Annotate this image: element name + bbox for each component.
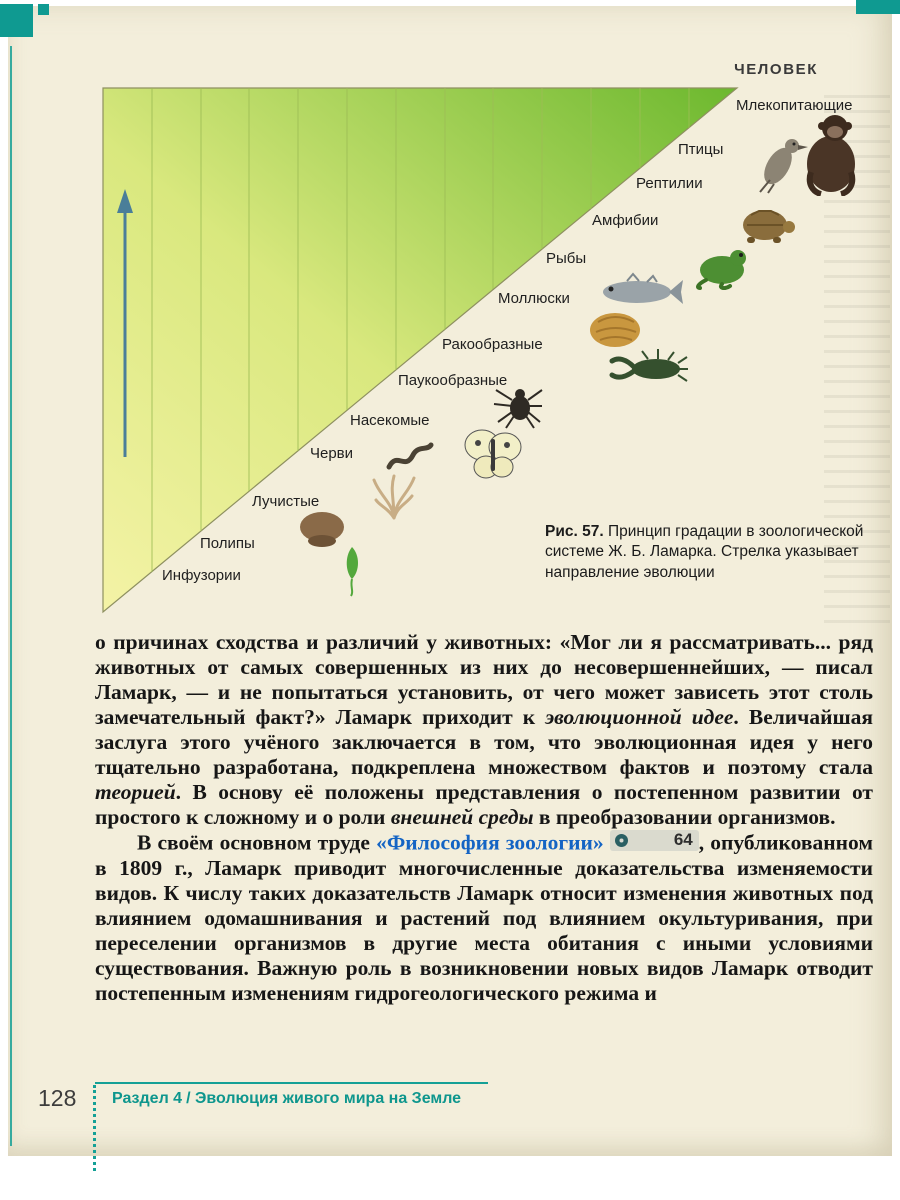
mollusk-icon (588, 308, 643, 350)
text-run: в преобразовании организмов. (533, 805, 836, 829)
fish-icon (597, 272, 685, 310)
footer-rule (95, 1082, 488, 1084)
taxon-label-polyps: Полипы (200, 535, 255, 552)
body-text (95, 630, 873, 1006)
taxon-label-crustaceans: Ракообразные (442, 336, 543, 353)
media-ref-badge[interactable] (610, 830, 699, 851)
taxon-label-mammals: Млекопитающие (736, 97, 853, 114)
teal-corner-mark-small (38, 4, 49, 15)
figure-caption (545, 522, 873, 583)
turtle-icon (737, 203, 799, 245)
crayfish-icon (608, 347, 688, 389)
paragraph (95, 830, 873, 1006)
worm-icon (385, 437, 435, 477)
radiata-icon (368, 472, 420, 520)
text-run: В своём основном труде (137, 830, 377, 855)
taxon-label-insects: Насекомые (350, 412, 430, 429)
text-run: о причинах сходства и различий у животных: «Мог ли я рассматривать... ряд животных от самых совершенных из них до несовершеннейших, — писал Ламарк, — и не попытаться установить, от чего может зависеть этот столь замечательный факт?» Ламарк приходит к (95, 630, 873, 729)
taxon-label-radiata: Лучистые (252, 493, 320, 510)
footer-section-label: Раздел 4 (112, 1090, 183, 1107)
left-margin-rule (10, 46, 12, 1146)
monkey-icon (797, 112, 865, 196)
teal-corner-mark (0, 4, 33, 37)
media-ref-number: 64 (673, 830, 693, 849)
infusoria-icon (338, 545, 366, 597)
frog-icon (692, 242, 754, 290)
work-title-text: «Философия зоологии» (376, 830, 604, 855)
footer-section-rest: / Эволюция живого мира на Земле (186, 1090, 462, 1107)
text-run (604, 831, 610, 855)
text-run: , опубликованном в 1809 г., Ламарк приводит многочисленные доказательства изменяемости видов. К числу таких доказательств Ламарк относит изменения животных под влиянием одомашнивания и растений под влиянием окультуривания, при переселении организмов в другие места обитания с иными условиями существования. Важную роль в возникновении новых видов Ламарк отводит постепенным изменениям гидрогеологического режима и (95, 830, 874, 1005)
text-run: . Величайшая заслуга этого учёного заключается в том, что эволюционная идея у него тщательно разработана, подкреплена множеством фактов и поэтому стала (95, 705, 873, 779)
footer-section-title (112, 1090, 461, 1108)
figure-caption-label: Рис. 57. (545, 523, 604, 540)
text-run: теорией (95, 780, 176, 804)
paragraph (95, 630, 873, 830)
text-run: . В основу её положены представления о постепенном развитии от простого к сложному и о роли (95, 780, 873, 829)
taxon-label-reptiles: Рептилии (636, 175, 703, 192)
taxon-label-amphibians: Амфибии (592, 212, 659, 229)
butterfly-icon (462, 425, 524, 483)
text-run: эволюционной идее (545, 705, 734, 729)
teal-corner-mark-right (856, 0, 900, 14)
text-run: внешней среды (390, 805, 534, 829)
footer-dotted-line (93, 1085, 96, 1171)
figure-57 (100, 85, 875, 630)
taxon-label-fish: Рыбы (546, 250, 587, 267)
polyp-icon (298, 508, 346, 550)
page-number: 128 (38, 1085, 77, 1111)
disc-icon (614, 833, 629, 848)
taxon-label-infusoria: Инфузории (162, 567, 241, 584)
taxon-label-worms: Черви (310, 445, 354, 462)
taxon-label-birds: Птицы (678, 141, 724, 158)
figure-caption-text: Принцип градации в зоологической системе Ж. Б. Ламарка. Стрелка указывает направление эволюции (545, 523, 864, 581)
taxon-label-mollusks: Моллюски (498, 290, 570, 307)
running-header: ЧЕЛОВЕК (734, 61, 818, 78)
spider-icon (492, 382, 544, 430)
taxon-label-arachnids: Паукообразные (398, 372, 508, 389)
